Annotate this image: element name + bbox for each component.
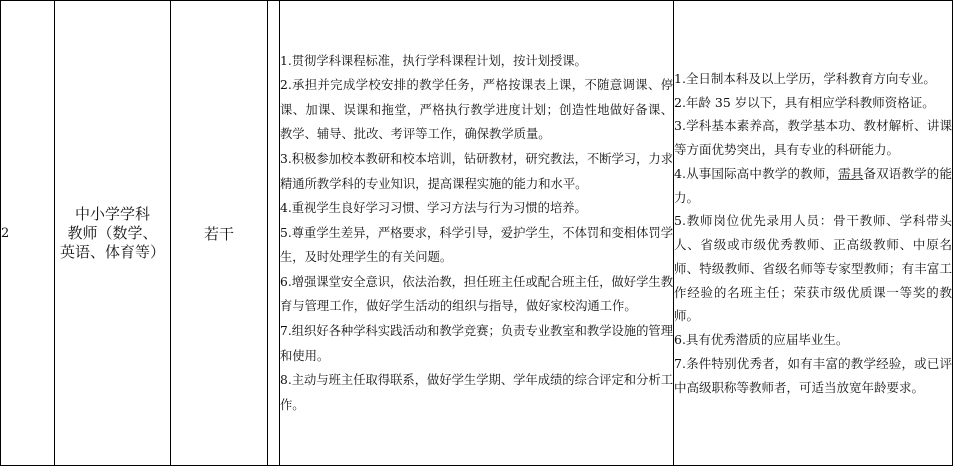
requirement-item: 3.学科基本素养高，教学基本功、教材解析、讲课等方面优势突出，具有专业的科研能力。 xyxy=(674,118,952,157)
position-line: 英语、体育等） xyxy=(59,242,165,261)
requirement-text: 4.从事国际高中教学的教师， xyxy=(674,165,839,181)
requirement-item: 5.教师岗位优先录用人员：骨干教师、学科带头人、省级或市级优秀教师、正高级教师、中原名师、特级教师、省级名师等专家型教师；有丰富工作经验的名班主任；荣获市级优质课一等奖的教师。 xyxy=(674,213,952,324)
requirement-item: 1.全日制本科及以上学历，学科教育方向专业。 xyxy=(674,70,936,86)
spacer-cell xyxy=(268,1,280,466)
requirement-item: 6.具有优秀潜质的应届毕业生。 xyxy=(674,332,849,347)
row-number: 2 xyxy=(1,1,55,466)
duty-item: 3.积极参加校本教研和校本培训，钻研教材，研究教法，不断学习，力求精通所教学科的专业知识，提高课程实施的能力和水平。 xyxy=(280,151,673,191)
position-line: 教师（数学、 xyxy=(67,223,158,242)
duties-cell xyxy=(280,1,674,466)
duty-item: 4.重视学生良好学习习惯、学习方法与行为习惯的培养。 xyxy=(280,201,587,216)
spellcheck-underlined-text: 需具 xyxy=(838,165,864,181)
duty-item: 7.组织好各种学科实践活动和教学竞赛；负责专业教室和教学设施的管理和使用。 xyxy=(280,324,673,363)
position-line: 中小学学科 xyxy=(74,204,150,223)
duty-item: 5.尊重学生差异，严格要求，科学引导，爱护学生，不体罚和变相体罚学生，及时处理学生的有关问题。 xyxy=(280,225,673,265)
requirement-item: 2.年龄 35 岁以下，具有相应学科教师资格证。 xyxy=(674,94,935,110)
requirement-item: 7.条件特别优秀者，如有丰富的教学经验，或已评中高级职称等教师者，可适当放宽年龄要求。 xyxy=(674,355,952,395)
requirement-text: 备双语教学的能力。 xyxy=(674,165,952,205)
requirement-item xyxy=(674,162,952,210)
duty-item: 1.贯彻学科课程标准，执行学科课程计划，按计划授课。 xyxy=(280,53,587,68)
table-row xyxy=(1,1,953,466)
headcount-cell: 若干 xyxy=(171,1,268,466)
requirements-cell xyxy=(674,1,953,466)
position-cell xyxy=(55,1,171,466)
duty-item: 8.主动与班主任取得联系，做好学生学期、学年成绩的综合评定和分析工作。 xyxy=(280,373,673,412)
duty-item: 2.承担并完成学校安排的教学任务，严格按课表上课，不随意调课、停课、加课、误课和拖堂，严格执行教学进度计划；创造性地做好备课、教学、辅导、批改、考评等工作，确保教学质量。 xyxy=(280,78,673,142)
duty-item: 6.增强课堂安全意识，依法治教，担任班主任或配合班主任，做好学生教育与管理工作，做好学生活动的组织与指导，做好家校沟通工作。 xyxy=(280,274,673,314)
